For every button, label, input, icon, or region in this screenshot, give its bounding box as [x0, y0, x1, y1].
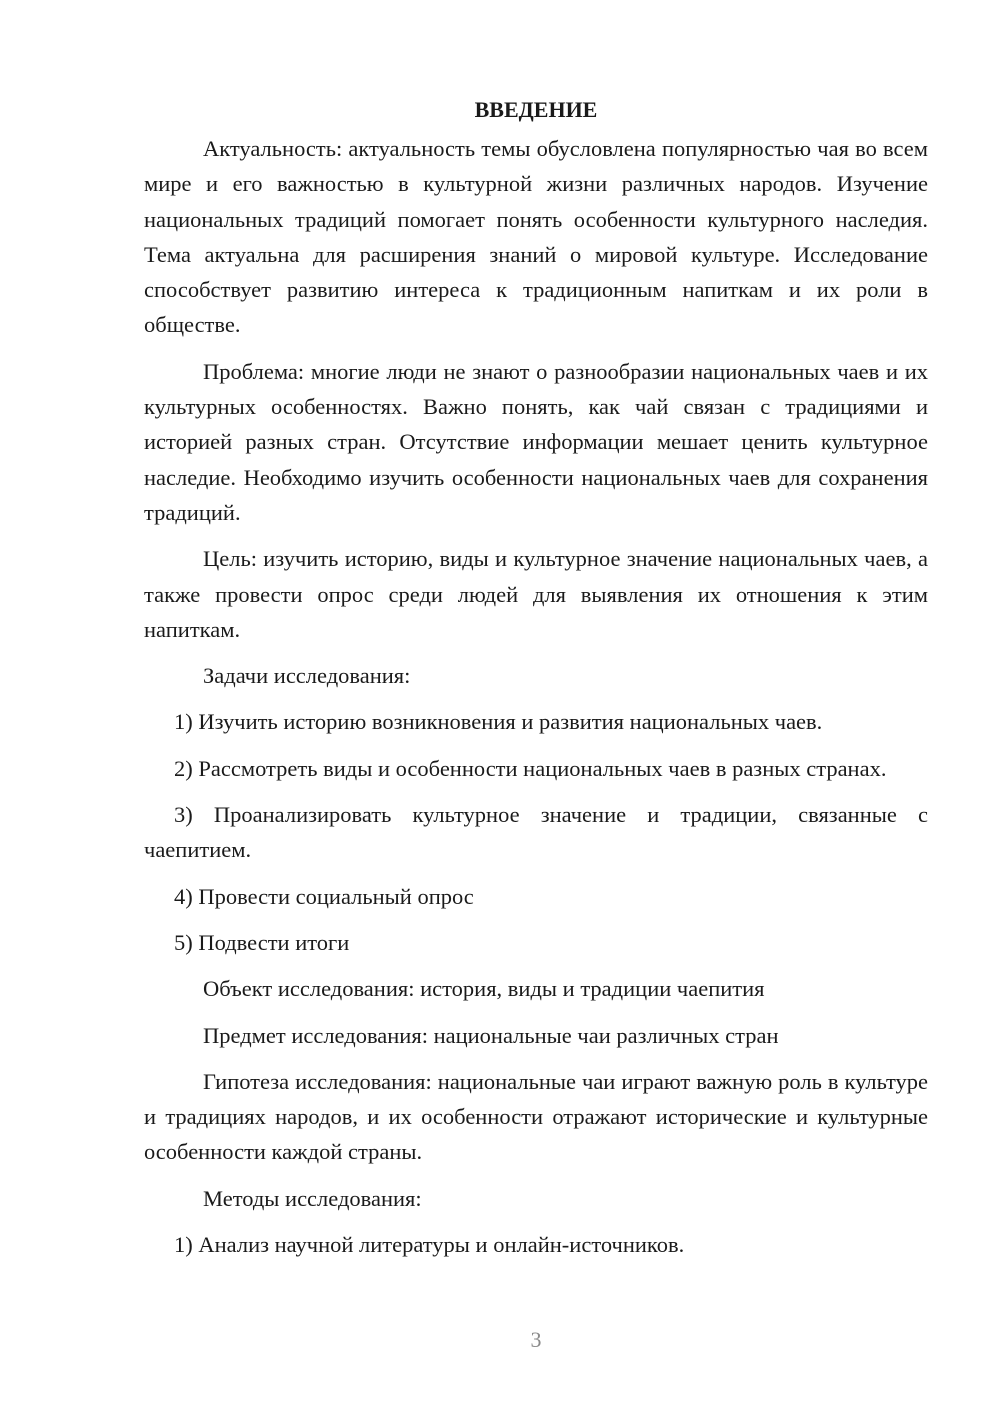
task-item-1: 1) Изучить историю возникновения и развития национальных чаев. — [174, 709, 823, 735]
section-title: ВВЕДЕНИЕ — [474, 97, 598, 122]
task-item-4: 4) Провести социальный опрос — [174, 883, 474, 909]
paragraph-object: Объект исследования: история, виды и традиции чаепития — [203, 976, 765, 1002]
paragraph-problem: Проблема: многие люди не знают о разнообразии национальных чаев и их культурных особенностях. Важно понять, как чай связан с традициями и историей разных стран. Отсутствие информации мешает ценить культурное наследие. Необходимо изучить особенности национальных чаев для сохранения традиций. — [144, 358, 928, 525]
task-item-2: 2) Рассмотреть виды и особенности национальных чаев в разных странах. — [174, 755, 887, 781]
task-item-3: 3) Проанализировать культурное значение и традиции, связанные с чаепитием. — [144, 802, 928, 863]
paragraph-goal: Цель: изучить историю, виды и культурное значение национальных чаев, а также провести опрос среди людей для выявления их отношения к этим напиткам. — [144, 546, 928, 642]
methods-heading: Методы исследования: — [203, 1185, 422, 1211]
tasks-heading: Задачи исследования: — [203, 663, 411, 689]
task-item-5: 5) Подвести итоги — [174, 929, 350, 955]
paragraph-relevance: Актуальность: актуальность темы обусловлена популярностью чая во всем мире и его важностью в культурной жизни различных народов. Изучение национальных традиций помогает понять особенности культурного наследия. Тема актуальна для расширения знаний о мировой культуре. Исследование способствует развитию интереса к традиционным напиткам и их роли в обществе. — [144, 136, 928, 338]
method-item-1: 1) Анализ научной литературы и онлайн-источников. — [174, 1232, 685, 1258]
page-number: 3 — [530, 1327, 542, 1352]
paragraph-subject: Предмет исследования: национальные чаи различных стран — [203, 1022, 779, 1048]
paragraph-hypothesis: Гипотеза исследования: национальные чаи играют важную роль в культуре и традициях народов, и их особенности отражают исторические и культурные особенности каждой страны. — [144, 1068, 928, 1165]
document-page — [144, 92, 928, 1273]
